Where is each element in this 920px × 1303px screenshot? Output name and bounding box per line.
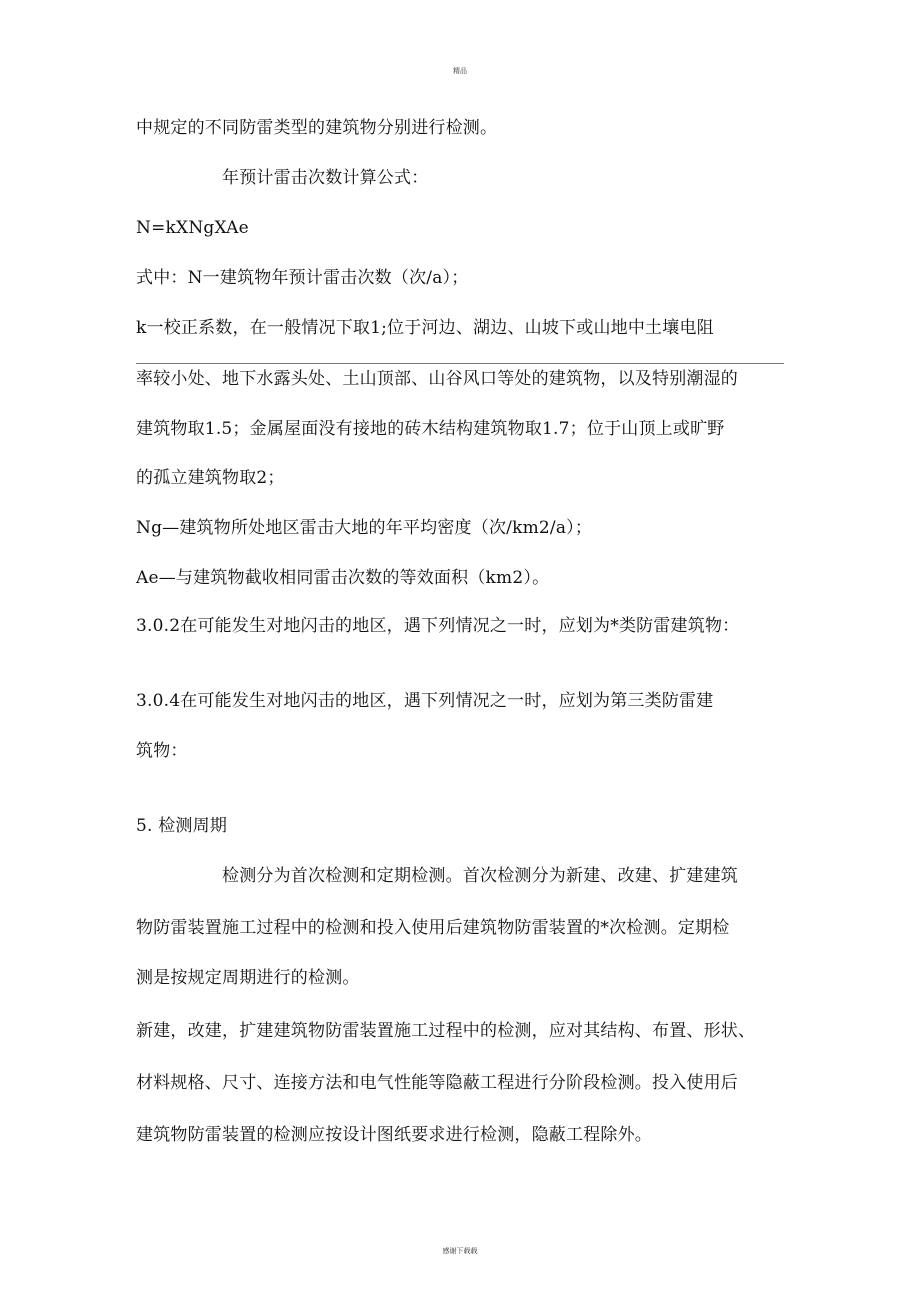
text-line: 建筑物取1.5；金属屋面没有接地的砖木结构建筑物取1.7；位于山顶上或旷野: [136, 419, 725, 439]
text-line: k一校正系数，在一般情况下取1;位于河边、湖边、山坡下或山地中土壤电阻: [136, 318, 714, 338]
text-line: 筑物：: [136, 741, 188, 761]
text-line: 建筑物防雷装置的检测应按设计图纸要求进行检测，隐蔽工程除外。: [136, 1125, 652, 1145]
page-header: 精品: [453, 67, 467, 75]
text-line: 3.0.4在可能发生对地闪击的地区，遇下列情况之一时，应划为第三类防雷建: [136, 691, 714, 711]
text-line: 年预计雷击次数计算公式：: [222, 168, 429, 188]
text-line: Ae—与建筑物截收相同雷击次数的等效面积（km2）。: [136, 568, 550, 588]
text-line: 检测分为首次检测和定期检测。首次检测分为新建、改建、扩建建筑: [222, 866, 738, 886]
divider-line: [136, 363, 784, 364]
text-line: 测是按规定周期进行的检测。: [136, 968, 360, 988]
text-line: Ng—建筑物所处地区雷击大地的年平均密度（次/km2/a）；: [136, 518, 593, 538]
page-footer: 感谢下载载: [442, 1247, 478, 1255]
text-line: 材料规格、尺寸、连接方法和电气性能等隐蔽工程进行分阶段检测。投入使用后: [136, 1073, 738, 1093]
text-line: 的孤立建筑物取2；: [136, 468, 285, 488]
text-line: 物防雷装置施工过程中的检测和投入使用后建筑物防雷装置的*次检测。定期检: [136, 918, 730, 938]
formula-line: N=kXNgXAe: [136, 218, 249, 238]
text-line: 中规定的不同防雷类型的建筑物分别进行检测。: [136, 118, 498, 138]
text-line: 率较小处、地下水露头处、土山顶部、山谷风口等处的建筑物，以及特别潮湿的: [136, 369, 738, 389]
text-line: 3.0.2在可能发生对地闪击的地区，遇下列情况之一时，应划为*类防雷建筑物：: [136, 616, 740, 636]
text-line: 式中：N一建筑物年预计雷击次数（次/a）；: [136, 268, 469, 288]
section-heading: 5. 检测周期: [136, 816, 228, 836]
text-line: 新建，改建，扩建建筑物防雷装置施工过程中的检测，应对其结构、布置、形状、: [136, 1021, 756, 1041]
